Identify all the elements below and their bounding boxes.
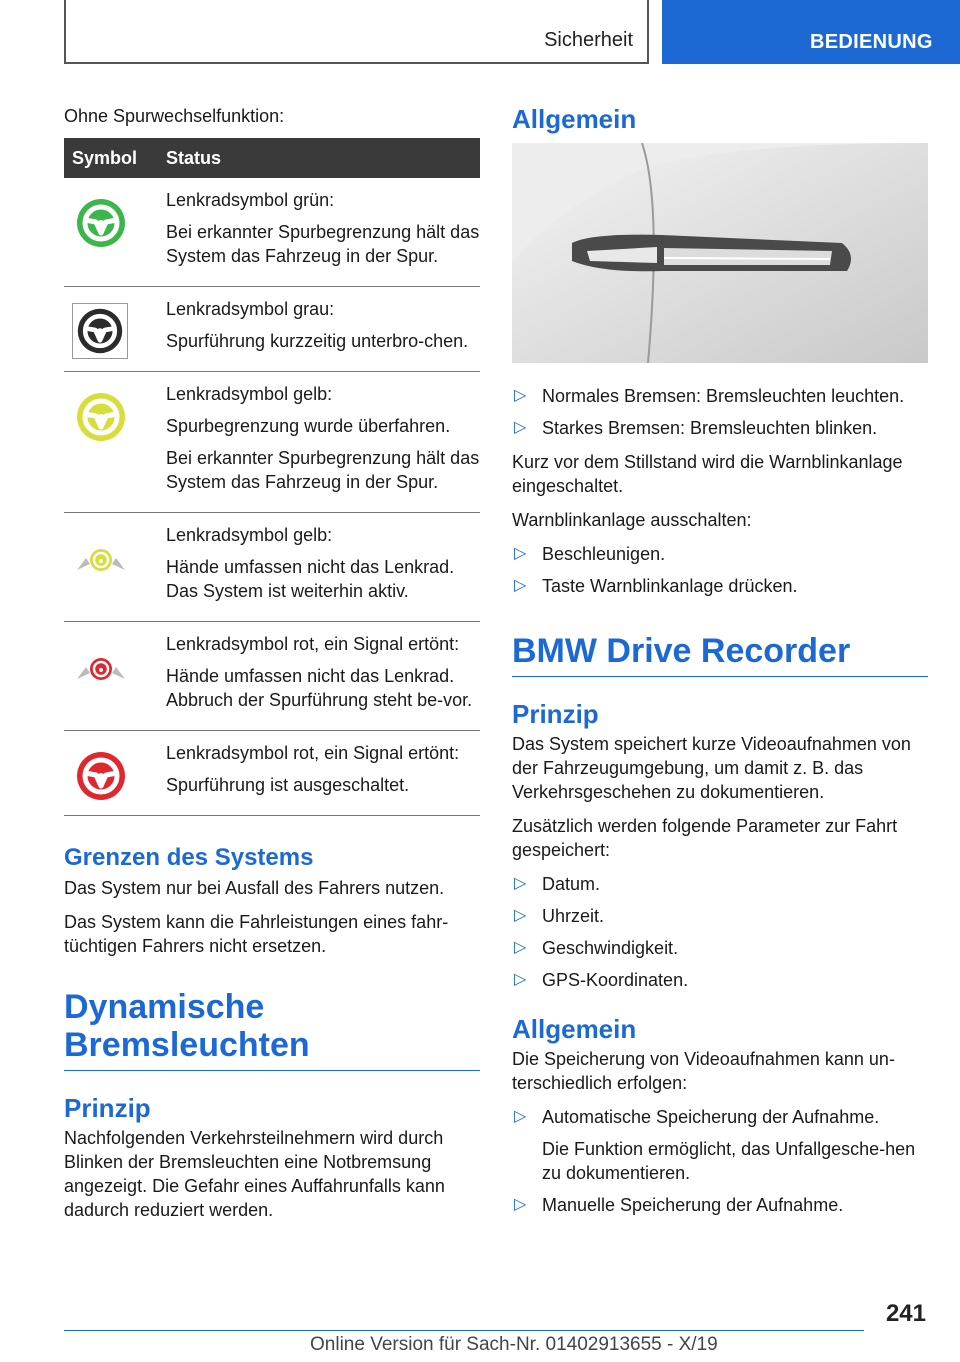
table-row bbox=[64, 731, 480, 816]
hazard-auto-paragraph: Kurz vor dem Stillstand wird die Warnblinkanlage eingeschaltet. bbox=[512, 452, 903, 496]
list-item: ▷ Normales Bremsen: Bremsleuchten leuchten. bbox=[514, 386, 905, 406]
recorder-prinzip-paragraph-1: Das System speichert kurze Videoaufnahmen von der Fahrzeugumgebung, um damit z. B. das Verkehrsgeschehen zu dokumentieren. bbox=[512, 734, 911, 802]
list-item: ▷ Beschleunigen. bbox=[514, 544, 666, 564]
status-text: Spurbegrenzung wurde überfahren. bbox=[166, 416, 451, 436]
status-text: Spurführung ist ausgeschaltet. bbox=[166, 775, 410, 795]
save-bullet-list bbox=[512, 1105, 928, 1217]
header-chapter-tab bbox=[662, 0, 960, 64]
limits-paragraph-1: Das System nur bei Ausfall des Fahrers nutzen. bbox=[64, 878, 445, 898]
allgemein-paragraph: Die Speicherung von Videoaufnahmen kann un-terschiedlich erfolgen: bbox=[512, 1049, 895, 1093]
hazard-off-paragraph: Warnblinkanlage ausschalten: bbox=[512, 510, 752, 530]
table-row bbox=[64, 178, 480, 287]
triangle-bullet-icon: ▷ bbox=[514, 1108, 527, 1125]
brake-light-photo bbox=[512, 143, 928, 363]
triangle-bullet-icon: ▷ bbox=[514, 577, 527, 594]
list-item: ▷ Uhrzeit. bbox=[514, 906, 605, 926]
dynamic-brake-lights-heading bbox=[64, 988, 480, 1071]
table-row bbox=[64, 372, 480, 513]
dynamic-heading-line-1: Dynamische bbox=[64, 988, 265, 1026]
dynamic-heading-line-2: Bremsleuchten bbox=[64, 1026, 310, 1064]
list-item: ▷ Datum. bbox=[514, 874, 601, 894]
hazard-bullet-list bbox=[512, 542, 928, 598]
table-row bbox=[64, 287, 480, 372]
footer-text: Online Version für Sach-Nr. 01402913655 - X/19 bbox=[310, 1334, 718, 1355]
limits-paragraph-2: Das System kann die Fahrleistungen eines fahr-tüchtigen Fahrers nicht ersetzen. bbox=[64, 912, 449, 956]
prinzip-heading-left: Prinzip bbox=[64, 1093, 151, 1123]
steering-wheel-gray-icon bbox=[75, 306, 125, 356]
header-section-label: Sicherheit bbox=[544, 29, 633, 51]
list-item-subtext: Die Funktion ermöglicht, das Unfallgesche-hen zu dokumentieren. bbox=[542, 1139, 916, 1183]
table-row bbox=[64, 513, 480, 622]
triangle-bullet-icon: ▷ bbox=[514, 1196, 527, 1213]
list-item: ▷ Manuelle Speicherung der Aufnahme. bbox=[514, 1195, 844, 1215]
drive-recorder-heading: BMW Drive Recorder bbox=[512, 632, 928, 677]
page-number: 241 bbox=[885, 1300, 926, 1327]
steering-wheel-green-icon bbox=[74, 196, 128, 250]
table-row bbox=[64, 622, 480, 731]
right-column bbox=[512, 104, 928, 1227]
triangle-bullet-icon: ▷ bbox=[514, 907, 527, 924]
status-text: Hände umfassen nicht das Lenkrad. Abbruch der Spurführung steht be-vor. bbox=[166, 666, 473, 710]
hands-on-wheel-red-icon bbox=[74, 647, 128, 687]
status-title: Lenkradsymbol rot, ein Signal ertönt: bbox=[166, 634, 460, 654]
status-title: Lenkradsymbol rot, ein Signal ertönt: bbox=[166, 743, 460, 763]
status-title: Lenkradsymbol grün: bbox=[166, 190, 335, 210]
status-text: Hände umfassen nicht das Lenkrad. Das System ist weiterhin aktiv. bbox=[166, 557, 455, 601]
limits-heading: Grenzen des Systems bbox=[64, 844, 314, 871]
triangle-bullet-icon: ▷ bbox=[514, 419, 527, 436]
allgemein-heading-2: Allgemein bbox=[512, 1014, 637, 1044]
prinzip-heading-right: Prinzip bbox=[512, 699, 599, 729]
header-section-tab bbox=[64, 0, 649, 64]
table-intro: Ohne Spurwechselfunktion: bbox=[64, 106, 285, 126]
status-text: Spurführung kurzzeitig unterbro-chen. bbox=[166, 331, 469, 351]
recorder-prinzip-paragraph-2: Zusätzlich werden folgende Parameter zur Fahrt gespeichert: bbox=[512, 816, 898, 860]
list-item: ▷ GPS-Koordinaten. bbox=[514, 970, 689, 990]
allgemein-heading: Allgemein bbox=[512, 104, 637, 134]
footer-divider bbox=[64, 1330, 864, 1331]
list-item: ▷ Taste Warnblinkanlage drücken. bbox=[514, 576, 798, 596]
status-title: Lenkradsymbol gelb: bbox=[166, 525, 333, 545]
parameter-bullet-list bbox=[512, 872, 928, 992]
brake-bullet-list bbox=[512, 384, 928, 440]
status-text: Bei erkannter Spurbegrenzung hält das System das Fahrzeug in der Spur. bbox=[166, 448, 480, 492]
status-title: Lenkradsymbol grau: bbox=[166, 299, 335, 319]
hands-on-wheel-yellow-icon bbox=[74, 538, 128, 578]
triangle-bullet-icon: ▷ bbox=[514, 545, 527, 562]
steering-wheel-yellow-icon bbox=[74, 390, 128, 444]
list-item: ▷ Starkes Bremsen: Bremsleuchten blinken. bbox=[514, 418, 878, 438]
list-item: ▷ Automatische Speicherung der Aufnahme. Die Funktion ermöglicht, das Unfallgesche-hen zu dokumentieren. bbox=[512, 1105, 928, 1185]
triangle-bullet-icon: ▷ bbox=[514, 971, 527, 988]
list-item: ▷ Geschwindigkeit. bbox=[514, 938, 679, 958]
table-header-row bbox=[64, 138, 480, 178]
table-header-status: Status bbox=[158, 138, 480, 178]
prinzip-text-left: Nachfolgenden Verkehrsteilnehmern wird durch Blinken der Bremsleuchten eine Notbremsung angezeigt. Die Gefahr eines Auffahrunfalls kann dadurch reduziert werden. bbox=[64, 1128, 445, 1220]
left-column bbox=[64, 104, 480, 1232]
steering-wheel-red-icon bbox=[74, 749, 128, 803]
symbol-table bbox=[64, 138, 480, 816]
table-header-symbol: Symbol bbox=[64, 138, 158, 178]
triangle-bullet-icon: ▷ bbox=[514, 939, 527, 956]
header-chapter-label: BEDIENUNG bbox=[810, 31, 933, 53]
status-title: Lenkradsymbol gelb: bbox=[166, 384, 333, 404]
triangle-bullet-icon: ▷ bbox=[514, 875, 527, 892]
triangle-bullet-icon: ▷ bbox=[514, 387, 527, 404]
status-text: Bei erkannter Spurbegrenzung hält das System das Fahrzeug in der Spur. bbox=[166, 222, 480, 266]
